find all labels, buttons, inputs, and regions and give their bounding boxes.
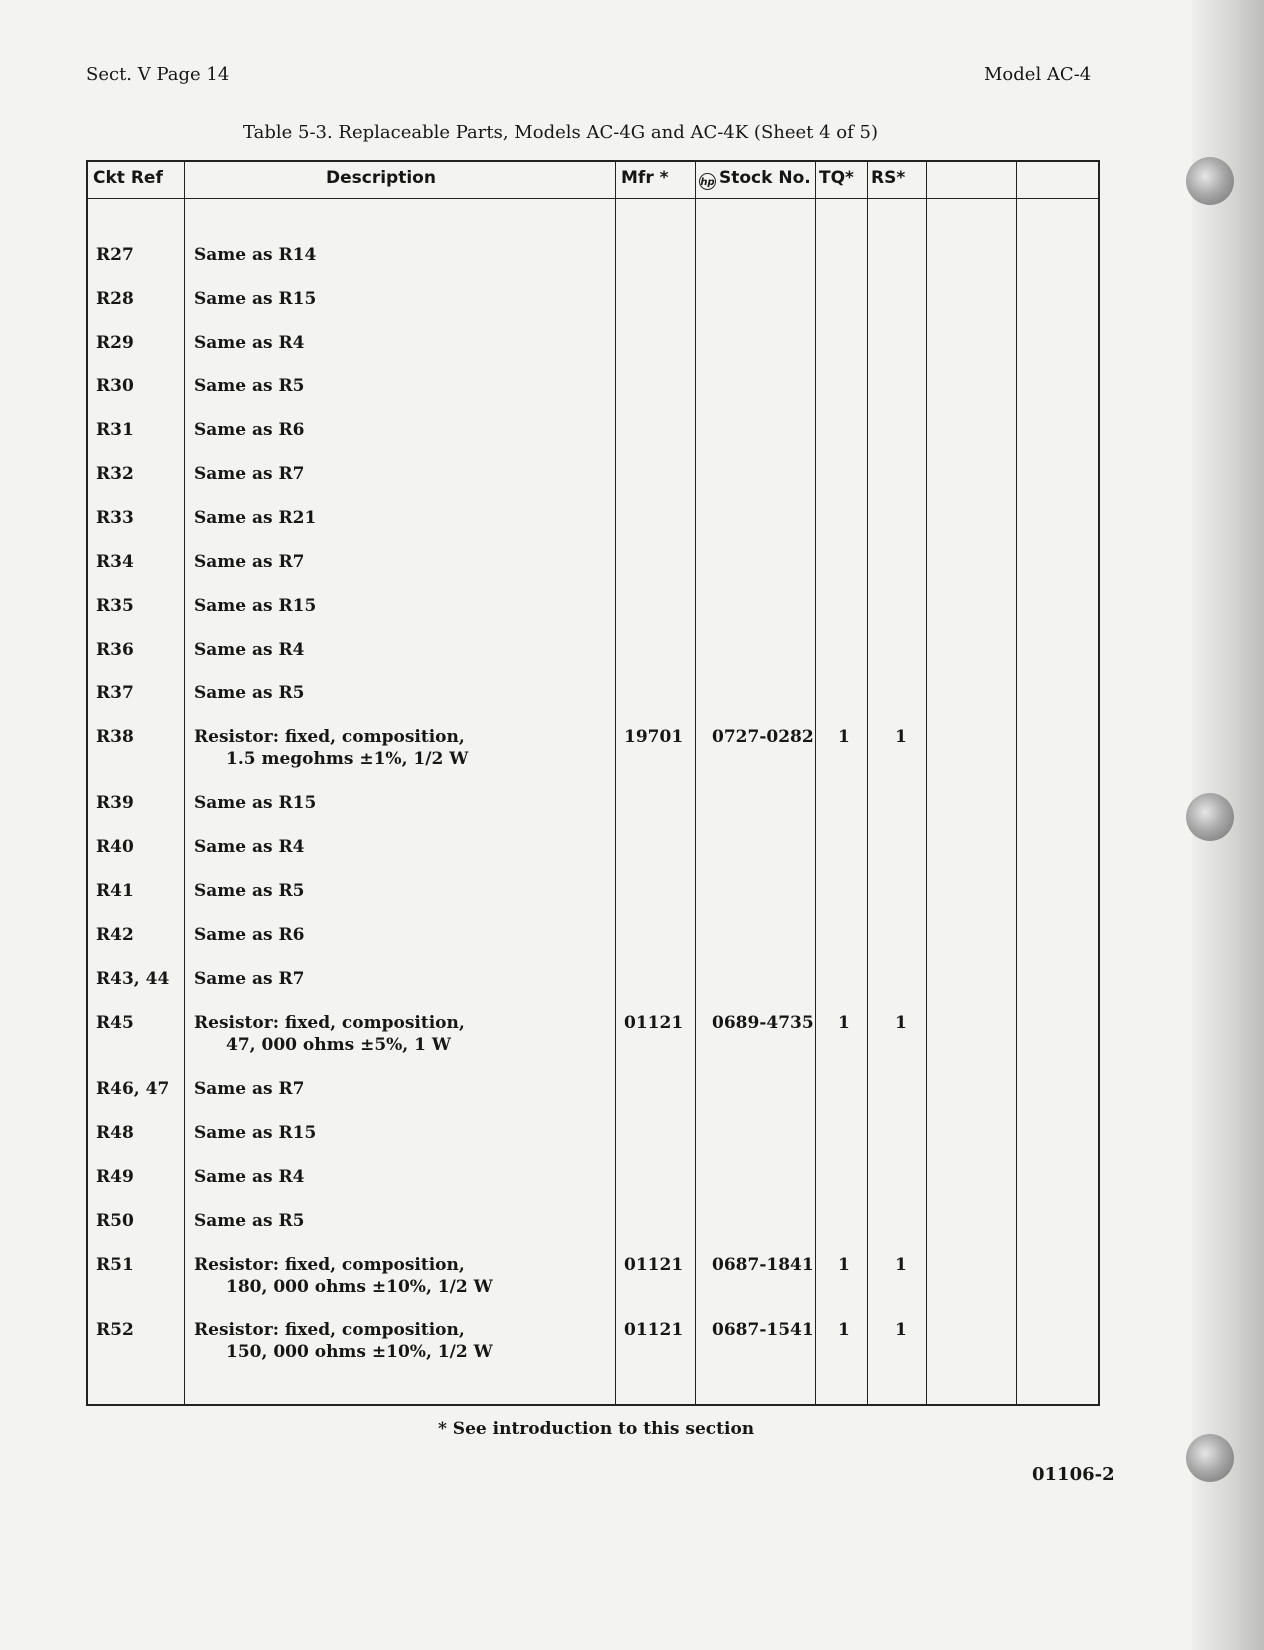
ckt-ref-cell [96, 1211, 134, 1231]
rs-cell-text: 1 [895, 1013, 907, 1033]
ckt-ref-cell [96, 727, 134, 747]
ckt-ref-cell-text: R50 [96, 1211, 134, 1231]
tq-cell-text: 1 [838, 1255, 850, 1275]
ckt-ref-cell-text: R30 [96, 376, 134, 396]
ckt-ref-cell [96, 420, 134, 440]
mfr-cell-text: 01121 [624, 1255, 684, 1275]
stock-no-label: Stock No. [719, 168, 811, 188]
column-divider [695, 162, 696, 1404]
description-cell [194, 1079, 304, 1099]
ckt-ref-cell-text: R40 [96, 837, 134, 857]
model-label: Model AC-4 [984, 64, 1092, 85]
description-cell-text: Same as R15 [194, 1123, 317, 1143]
description-cell-text: Same as R5 [194, 881, 305, 901]
description-cell-text: Resistor: fixed, composition, [194, 1013, 465, 1033]
header-divider [88, 198, 1098, 199]
rs-cell [895, 1013, 907, 1033]
description-line-2: 47, 000 ohms ±5%, 1 W [226, 1035, 451, 1055]
rs-cell-text: 1 [895, 1255, 907, 1275]
mfr-cell-text: 19701 [624, 727, 684, 747]
ckt-ref-cell-text: R28 [96, 289, 134, 309]
description-cell-text: Same as R4 [194, 837, 305, 857]
description-cell-text: Same as R7 [194, 464, 305, 484]
description-cell [194, 1255, 493, 1297]
column-divider [615, 162, 616, 1404]
stock-no-cell [712, 1013, 814, 1033]
description-cell [194, 508, 316, 528]
mfr-cell [624, 1013, 683, 1033]
description-cell [194, 1320, 493, 1362]
ckt-ref-cell [96, 881, 134, 901]
hp-logo-icon: hp [699, 173, 716, 190]
description-cell [194, 969, 304, 989]
rs-cell [895, 727, 907, 747]
column-header-ckt-ref: Ckt Ref [93, 168, 163, 188]
ckt-ref-cell [96, 969, 169, 989]
description-cell-text: Same as R15 [194, 596, 317, 616]
footnote: * See introduction to this section [438, 1419, 755, 1439]
description-cell [194, 333, 304, 353]
stock-no-cell [712, 1255, 814, 1275]
stock-no-cell-text: 0687-1841 [712, 1255, 814, 1275]
ckt-ref-cell-text: R32 [96, 464, 134, 484]
ckt-ref-cell-text: R52 [96, 1320, 134, 1340]
description-cell [194, 1167, 304, 1187]
description-cell-text: Same as R5 [194, 683, 305, 703]
ckt-ref-cell [96, 333, 134, 353]
column-header-description: Description [326, 168, 436, 188]
ckt-ref-cell [96, 289, 134, 309]
column-header-mfr: Mfr * [621, 168, 669, 188]
mfr-cell [624, 1320, 683, 1340]
description-cell-text: Resistor: fixed, composition, [194, 727, 465, 747]
column-divider [184, 162, 185, 1404]
description-cell-text: Same as R5 [194, 376, 305, 396]
ckt-ref-cell [96, 376, 134, 396]
stock-no-cell-text: 0689-4735 [712, 1013, 814, 1033]
ckt-ref-cell [96, 925, 134, 945]
description-cell-text: Same as R6 [194, 420, 305, 440]
ckt-ref-cell-text: R38 [96, 727, 134, 747]
description-cell [194, 1123, 316, 1143]
mfr-cell-text: 01121 [624, 1320, 684, 1340]
description-cell [194, 464, 304, 484]
description-cell-text: Same as R21 [194, 508, 317, 528]
ckt-ref-cell [96, 1255, 134, 1275]
description-line-2: 180, 000 ohms ±10%, 1/2 W [226, 1277, 493, 1297]
stock-no-cell-text: 0727-0282 [712, 727, 814, 747]
binder-hole-top [1186, 157, 1234, 205]
description-cell-text: Same as R15 [194, 793, 317, 813]
binder-hole-middle [1186, 793, 1234, 841]
ckt-ref-cell [96, 1079, 169, 1099]
ckt-ref-cell-text: R35 [96, 596, 134, 616]
ckt-ref-cell-text: R37 [96, 683, 134, 703]
description-cell [194, 1013, 465, 1055]
description-cell-text: Same as R5 [194, 1211, 305, 1231]
ckt-ref-cell-text: R42 [96, 925, 134, 945]
ckt-ref-cell [96, 508, 134, 528]
stock-no-cell [712, 727, 814, 747]
description-line-2: 1.5 megohms ±1%, 1/2 W [226, 749, 469, 769]
description-cell [194, 881, 304, 901]
column-header-stock-no [699, 168, 811, 190]
description-cell-text: Resistor: fixed, composition, [194, 1255, 465, 1275]
ckt-ref-cell [96, 1320, 134, 1340]
ckt-ref-cell [96, 596, 134, 616]
description-cell-text: Same as R4 [194, 1167, 305, 1187]
ckt-ref-cell-text: R34 [96, 552, 134, 572]
description-cell-text: Same as R14 [194, 245, 317, 265]
column-header-rs: RS* [871, 168, 906, 188]
section-page-label: Sect. V Page 14 [86, 64, 230, 85]
description-cell-text: Same as R6 [194, 925, 305, 945]
ckt-ref-cell-text: R31 [96, 420, 134, 440]
description-cell [194, 245, 316, 265]
ckt-ref-cell [96, 837, 134, 857]
tq-cell-text: 1 [838, 1320, 850, 1340]
ckt-ref-cell-text: R51 [96, 1255, 134, 1275]
stock-no-cell [712, 1320, 814, 1340]
description-cell-text: Same as R4 [194, 333, 305, 353]
rs-cell-text: 1 [895, 1320, 907, 1340]
description-cell [194, 552, 304, 572]
rs-cell [895, 1320, 907, 1340]
mfr-cell-text: 01121 [624, 1013, 684, 1033]
replaceable-parts-table [86, 160, 1100, 1406]
ckt-ref-cell-text: R29 [96, 333, 134, 353]
ckt-ref-cell [96, 464, 134, 484]
mfr-cell [624, 1255, 683, 1275]
table-title: Table 5-3. Replaceable Parts, Models AC-4G and AC-4K (Sheet 4 of 5) [243, 122, 878, 143]
description-cell-text: Same as R7 [194, 552, 305, 572]
description-cell [194, 640, 304, 660]
ckt-ref-cell-text: R33 [96, 508, 134, 528]
description-cell-text: Resistor: fixed, composition, [194, 1320, 465, 1340]
description-cell [194, 727, 468, 769]
tq-cell [838, 1013, 850, 1033]
ckt-ref-cell [96, 552, 134, 572]
description-cell-text: Same as R4 [194, 640, 305, 660]
ckt-ref-cell-text: R48 [96, 1123, 134, 1143]
ckt-ref-cell [96, 640, 134, 660]
mfr-cell [624, 727, 683, 747]
ckt-ref-cell [96, 1167, 134, 1187]
ckt-ref-cell-text: R39 [96, 793, 134, 813]
tq-cell-text: 1 [838, 1013, 850, 1033]
description-cell [194, 420, 304, 440]
column-divider [1016, 162, 1017, 1404]
tq-cell [838, 727, 850, 747]
description-cell [194, 1211, 304, 1231]
description-cell-text: Same as R7 [194, 1079, 305, 1099]
description-cell [194, 793, 316, 813]
column-header-tq: TQ* [819, 168, 854, 188]
stock-no-cell-text: 0687-1541 [712, 1320, 814, 1340]
ckt-ref-cell [96, 245, 134, 265]
description-cell [194, 925, 304, 945]
column-divider [926, 162, 927, 1404]
ckt-ref-cell [96, 1123, 134, 1143]
ckt-ref-cell-text: R46, 47 [96, 1079, 170, 1099]
description-cell [194, 596, 316, 616]
ckt-ref-cell-text: R41 [96, 881, 134, 901]
ckt-ref-cell-text: R45 [96, 1013, 134, 1033]
ckt-ref-cell-text: R27 [96, 245, 134, 265]
tq-cell [838, 1320, 850, 1340]
binder-hole-bottom [1186, 1434, 1234, 1482]
tq-cell-text: 1 [838, 727, 850, 747]
ckt-ref-cell-text: R36 [96, 640, 134, 660]
description-cell [194, 289, 316, 309]
description-cell-text: Same as R15 [194, 289, 317, 309]
description-cell [194, 376, 304, 396]
rs-cell [895, 1255, 907, 1275]
ckt-ref-cell [96, 793, 134, 813]
column-divider [867, 162, 868, 1404]
tq-cell [838, 1255, 850, 1275]
ckt-ref-cell [96, 1013, 134, 1033]
description-cell [194, 837, 304, 857]
ckt-ref-cell-text: R43, 44 [96, 969, 170, 989]
description-cell-text: Same as R7 [194, 969, 305, 989]
ckt-ref-cell [96, 683, 134, 703]
description-line-2: 150, 000 ohms ±10%, 1/2 W [226, 1342, 493, 1362]
description-cell [194, 683, 304, 703]
column-divider [815, 162, 816, 1404]
rs-cell-text: 1 [895, 727, 907, 747]
ckt-ref-cell-text: R49 [96, 1167, 134, 1187]
document-number: 01106-2 [1032, 1464, 1115, 1485]
